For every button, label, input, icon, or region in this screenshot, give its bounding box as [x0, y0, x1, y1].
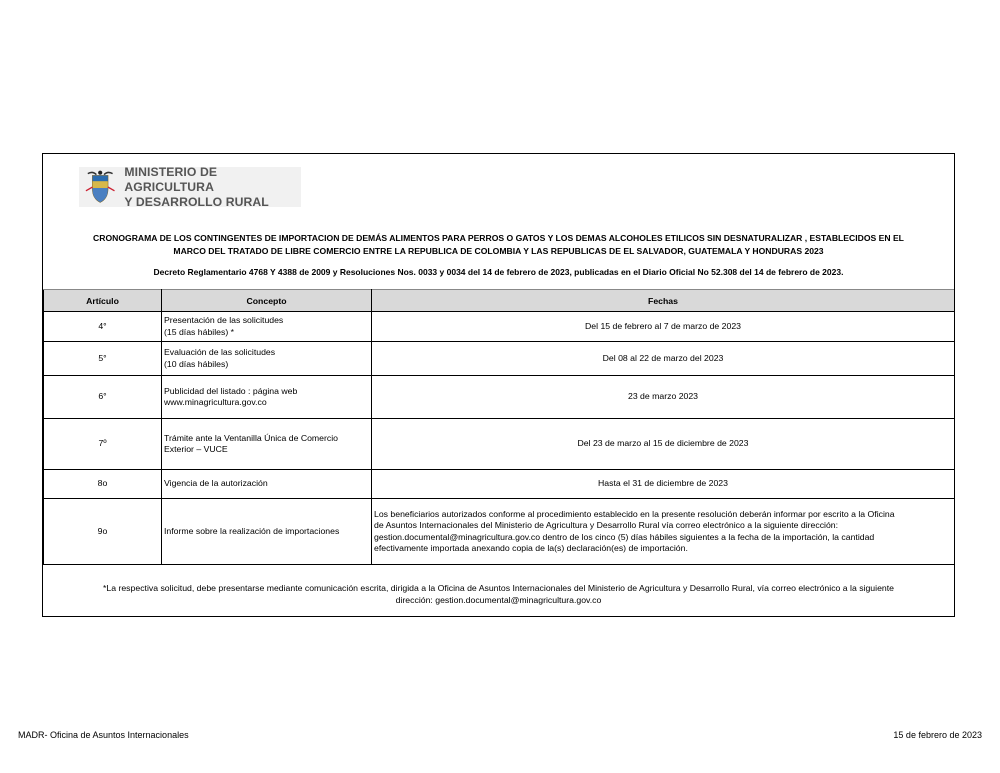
- logo-line-1: MINISTERIO DE AGRICULTURA: [124, 164, 218, 194]
- articulo-cell: 7º: [44, 419, 162, 470]
- header-fechas: Fechas: [372, 290, 955, 312]
- concepto-cell: [162, 342, 372, 376]
- table-row: [44, 470, 955, 499]
- concepto-cell: [162, 419, 372, 470]
- fechas-line: gestion.documental@minagricultura.gov.co dentro de los cinco (5) días hábiles siguientes a la fecha de la importación, la cantidad: [374, 531, 875, 542]
- table-row: [44, 376, 955, 419]
- concepto-line: www.minagricultura.gov.co: [164, 397, 267, 407]
- fechas-cell: 23 de marzo 2023: [372, 376, 955, 419]
- fechas-cell: Hasta el 31 de diciembre de 2023: [372, 470, 955, 499]
- document-frame: [42, 153, 955, 617]
- footer-office: MADR- Oficina de Asuntos Internacionales: [18, 730, 189, 740]
- fechas-line: Los beneficiarios autorizados conforme al procedimiento establecido en la presente resolución deberán informar por escrito a la Oficina: [374, 508, 895, 519]
- header-concepto: Concepto: [162, 290, 372, 312]
- concepto-cell: Vigencia de la autorización: [162, 470, 372, 499]
- concepto-line: Exterior – VUCE: [164, 444, 228, 454]
- title-line-2: MARCO DEL TRATADO DE LIBRE COMERCIO ENTRE LA REPUBLICA DE COLOMBIA Y LAS REPUBLICAS DE EL SALVADOR, GUATEMALA Y HONDURAS 2023: [173, 246, 824, 256]
- schedule-table: [43, 289, 955, 565]
- footnote: [43, 582, 954, 606]
- ministry-logo: [79, 164, 301, 209]
- fechas-cell: Del 23 de marzo al 15 de diciembre de 2023: [372, 419, 955, 470]
- articulo-cell: 4°: [44, 312, 162, 342]
- concepto-cell: [162, 376, 372, 419]
- table-row: [44, 419, 955, 470]
- footer-date: 15 de febrero de 2023: [893, 730, 982, 740]
- concepto-cell: [162, 312, 372, 342]
- articulo-cell: 5°: [44, 342, 162, 376]
- fechas-cell: Del 15 de febrero al 7 de marzo de 2023: [372, 312, 955, 342]
- logo-line-2: Y DESARROLLO RURAL: [124, 194, 269, 209]
- concepto-line: (15 días hábiles) *: [164, 326, 235, 337]
- table-row: [44, 312, 955, 342]
- footnote-line-1: *La respectiva solicitud, debe presentarse mediante comunicación escrita, dirigida a la Oficina de Asuntos Internacionales del Ministerio de Agricultura y Desarrollo Rural, vía correo electrónico a la siguiente: [103, 583, 894, 593]
- concepto-line: Trámite ante la Ventanilla Única de Comercio: [164, 432, 338, 443]
- concepto-line: Presentación de las solicitudes: [164, 315, 284, 325]
- table-header-row: [44, 290, 955, 312]
- concepto-line: Publicidad del listado : página web: [164, 385, 298, 396]
- footnote-line-2: dirección: gestion.documental@minagricultura.gov.co: [395, 595, 602, 605]
- document-title: [43, 232, 954, 258]
- fechas-line: de Asuntos Internacionales del Ministerio de Agricultura y Desarrollo Rural vía correo electrónico a la siguiente dirección:: [374, 520, 839, 530]
- table-row: [44, 342, 955, 376]
- title-line-1: CRONOGRAMA DE LOS CONTINGENTES DE IMPORTACION DE DEMÁS ALIMENTOS PARA PERROS O GATOS Y LOS DEMAS ALCOHOLES ETILICOS SIN DESNATURALIZAR , ESTABLECIDOS EN EL: [93, 233, 904, 243]
- fechas-line: efectivamente importada anexando copia de la(s) declaración(es) de importación.: [374, 543, 688, 553]
- concepto-line: (10 días hábiles): [164, 358, 229, 369]
- decree-text: Decreto Reglamentario 4768 Y 4388 de 2009 y Resoluciones Nos. 0033 y 0034 del 14 de febrero de 2023, publicadas en el Diario Oficial No 52.308 del 14 de febrero de 2023.: [153, 267, 844, 277]
- concepto-line: Evaluación de las solicitudes: [164, 347, 276, 357]
- articulo-cell: 8o: [44, 470, 162, 499]
- coat-of-arms-icon: [84, 169, 116, 205]
- articulo-cell: 6°: [44, 376, 162, 419]
- concepto-cell: Informe sobre la realización de importaciones: [162, 499, 372, 565]
- fechas-cell: [372, 499, 955, 565]
- header-articulo: Artículo: [44, 290, 162, 312]
- table-row: [44, 499, 955, 565]
- fechas-cell: Del 08 al 22 de marzo del 2023: [372, 342, 955, 376]
- articulo-cell: 9o: [44, 499, 162, 565]
